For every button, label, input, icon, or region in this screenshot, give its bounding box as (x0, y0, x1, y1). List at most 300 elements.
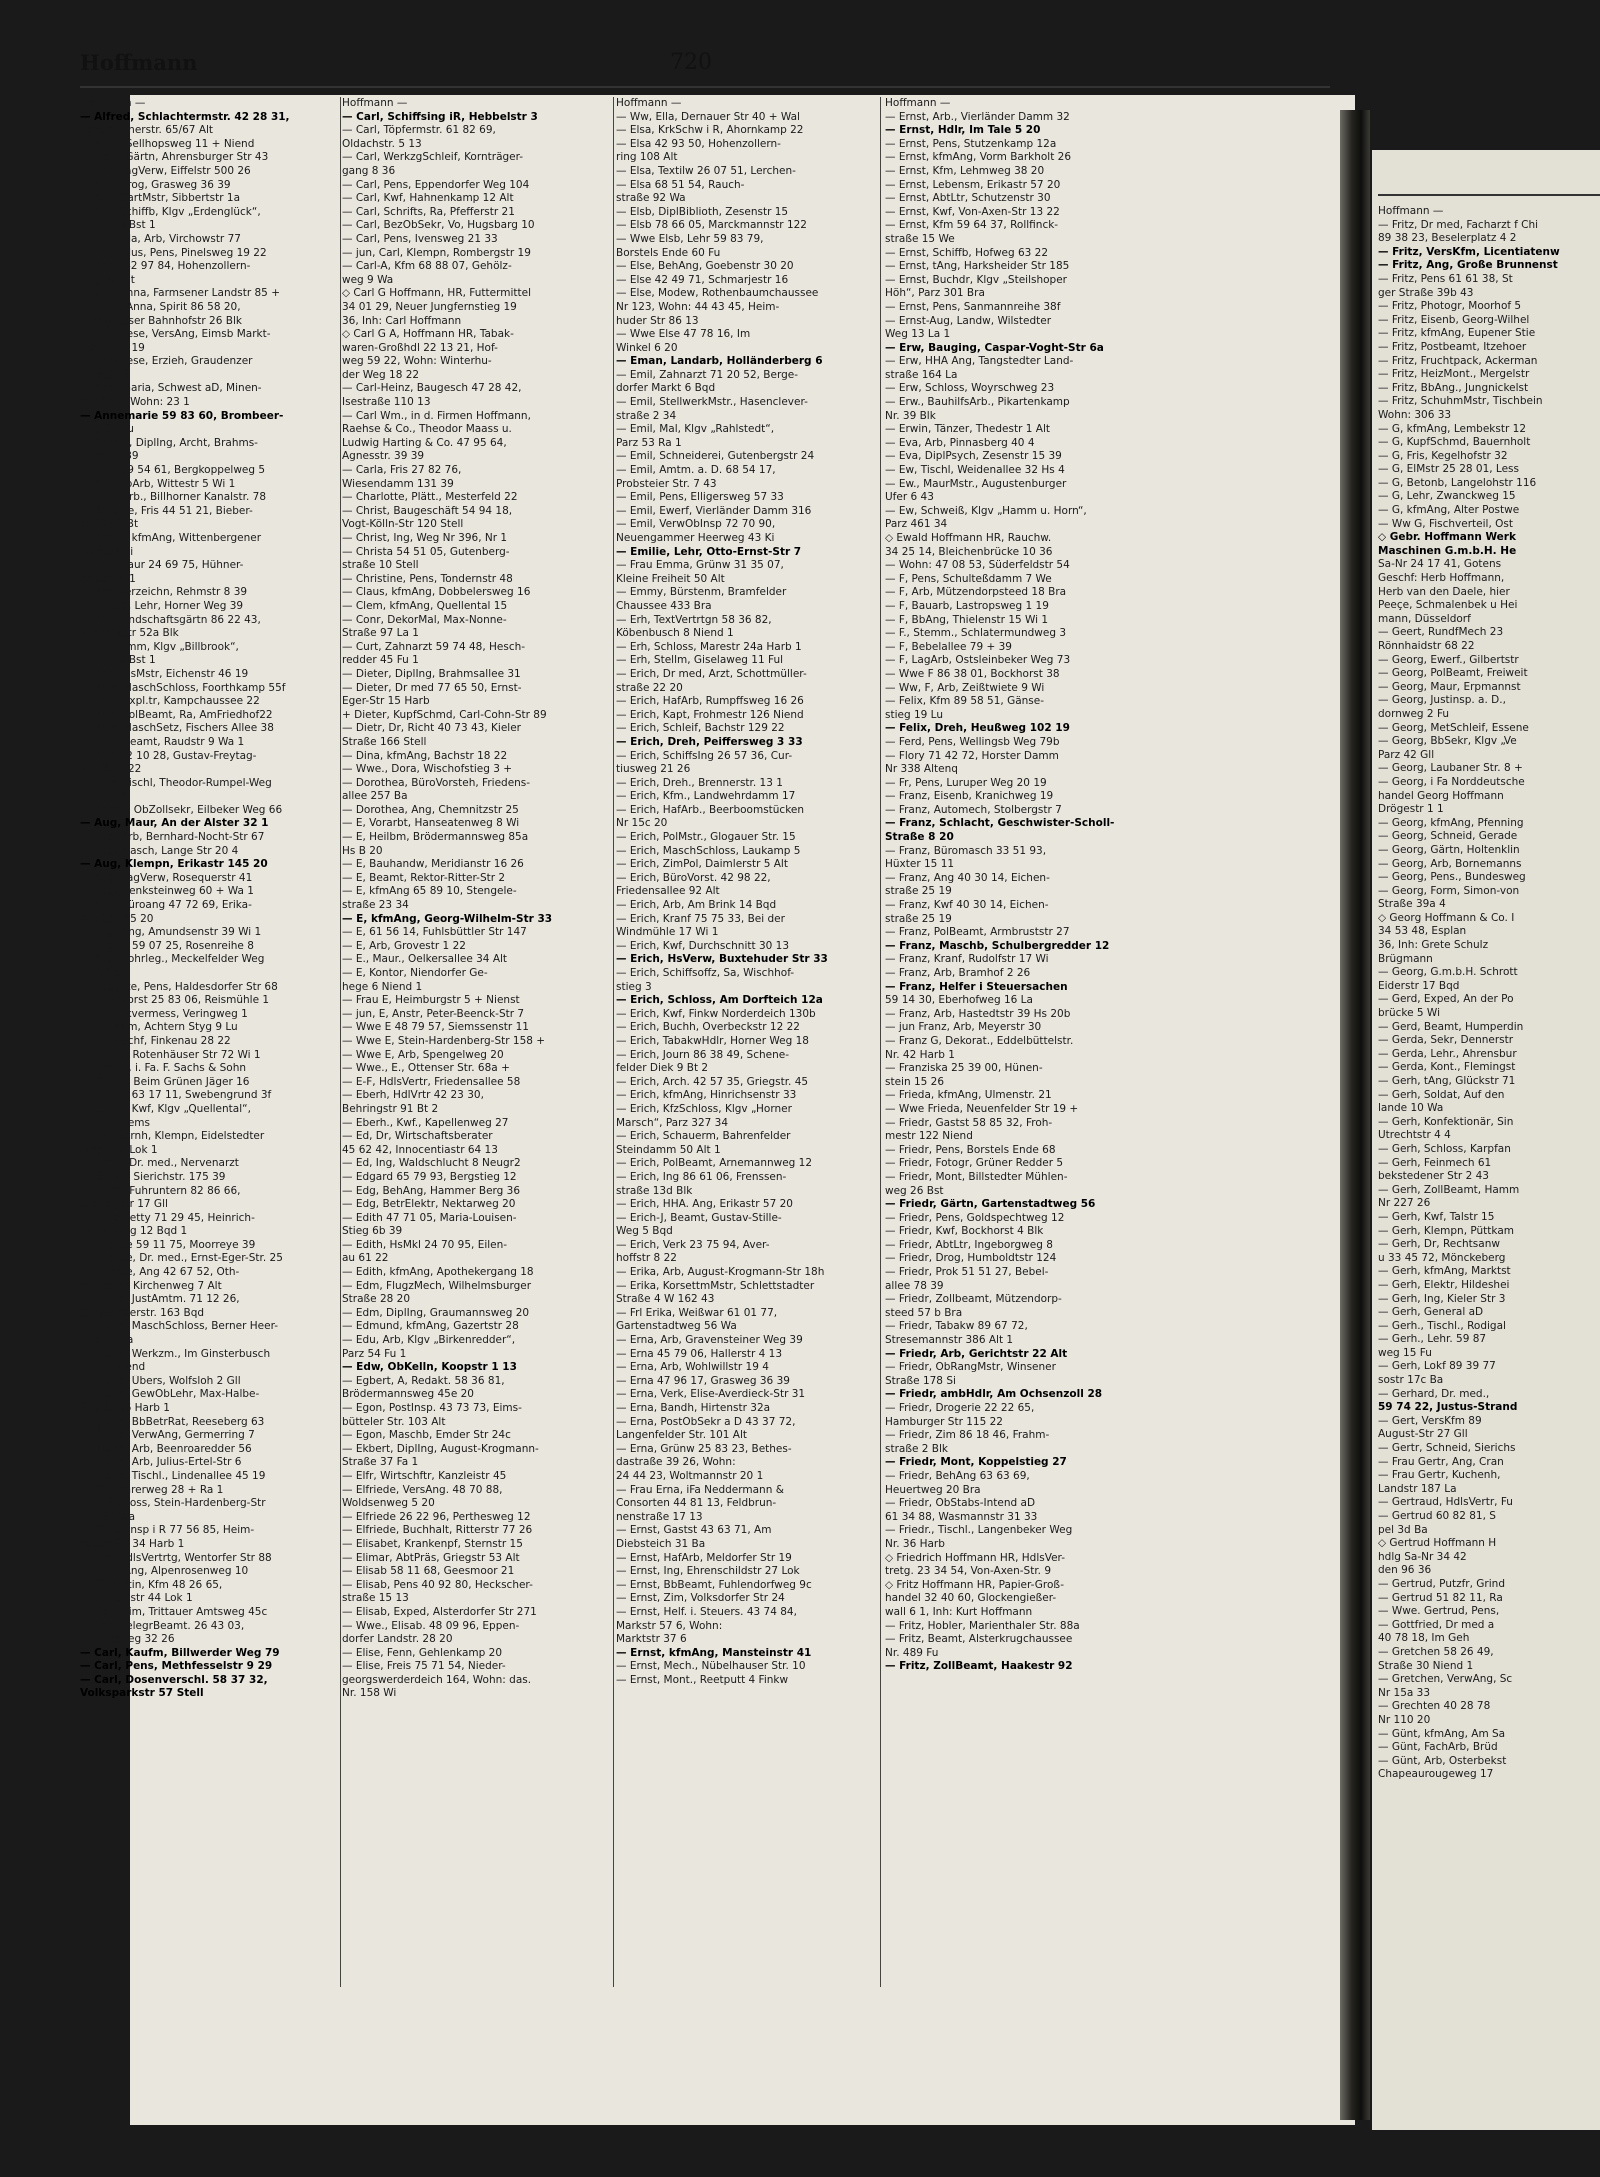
directory-entry: — Edg, BetrElektr, Nektarweg 20 (342, 1198, 516, 1211)
directory-entry: — Erich, HHA. Ang, Erikastr 57 20 (616, 1198, 793, 1211)
directory-entry: ◇ Georg Hoffmann & Co. I (1378, 911, 1515, 924)
directory-entry: — F, Pens, Schulteßdamm 7 We (885, 572, 1052, 585)
directory-entry: ◇ Carl G A, Hoffmann HR, Tabak- (342, 328, 514, 341)
directory-entry: Steindamm 50 Alt 1 (616, 1143, 721, 1156)
directory-entry: — Emil, Amtm. a. D. 68 54 17, (616, 464, 776, 477)
directory-entry: Chrysanderstr. 163 Bqd (80, 1306, 205, 1319)
directory-entry: — Edith, HsMkl 24 70 95, Eilen- (342, 1238, 508, 1251)
directory-entry: — Franz, PolBeamt, Armbruststr 27 (885, 926, 1070, 939)
directory-entry: — Erh, Stellm, Giselaweg 11 Ful (616, 654, 784, 667)
directory-entry: — Franz G, Dekorat., Eddelbüttelstr. (885, 1034, 1074, 1047)
directory-entry: 59 14 30, Eberhofweg 16 La (885, 994, 1033, 1007)
directory-entry: Langenfelder Str. 101 Alt (616, 1429, 747, 1442)
directory-entry: bütteler Str. 103 Alt (342, 1415, 446, 1428)
directory-entry: — Erna, Grünw 25 83 23, Bethes- (616, 1442, 792, 1455)
directory-entry: weg 15 Fu (1378, 1346, 1432, 1359)
directory-entry: Nr. 42 Harb 1 (885, 1048, 955, 1061)
directory-entry: — Erich, Dreh., Brennerstr. 13 1 (616, 776, 783, 789)
directory-entry: Parz 209 Bst 1 (80, 654, 156, 667)
directory-entry: — Dorothea, BüroVorsteh, Friedens- (342, 776, 531, 789)
directory-entry: — Gottfried, Dr med a (1378, 1618, 1495, 1631)
directory-entry: — Erw., BauhilfsArb., Pikartenkamp (885, 396, 1070, 409)
directory-entry: platz 12c 19 (80, 341, 145, 354)
directory-entry: — Wwe., Elisab. 48 09 96, Eppen- (342, 1619, 520, 1632)
directory-entry: — Eman, Landarb, Holländerberg 6 (616, 355, 823, 368)
directory-entry: — Ernst, Zim, Volksdorfer Str 24 (616, 1592, 785, 1605)
directory-entry: bekstedener Str 2 43 (1378, 1170, 1489, 1183)
directory-entry: allee 31 39 (80, 450, 139, 463)
directory-entry: — Franz, Helfer i Steuersachen (885, 980, 1068, 993)
directory-entry: — G, kfmAng, Lembekstr 12 (1378, 422, 1526, 435)
directory-entry: dorfer Landstr. 28 20 (342, 1633, 453, 1646)
directory-entry: — Ernst, Arb., Vierländer Damm 32 (885, 110, 1070, 123)
directory-entry: — Aug, LagVerw, Rosequerstr 41 (80, 871, 253, 884)
directory-entry: — Carl, Pens, Eppendorfer Weg 104 (342, 178, 530, 191)
directory-entry: — Bernt, Dr. med., Nervenarzt (80, 1157, 239, 1170)
column-heading: Hoffmann — (342, 97, 408, 109)
directory-entry: — Bruno, VerwAng, Germerring 7 (80, 1429, 255, 1442)
directory-entry: — jun, Bernh, Klempn, Eidelstedter (80, 1130, 265, 1143)
directory-entry: Höh“, Parz 301 Bra (885, 287, 985, 300)
directory-entry: straße 164 La (885, 368, 958, 381)
directory-entry: — Gerda, Lehr., Ahrensbur (1378, 1047, 1517, 1060)
directory-entry: — Carl Wm., in d. Firmen Hoffmann, (342, 409, 531, 422)
directory-entry: — Carl, Schiffsing iR, Hebbelstr 3 (342, 110, 538, 123)
directory-entry: — Erich, Kwf, Durchschnitt 30 13 (616, 939, 790, 952)
directory-entry: — Frau Gertr, Ang, Cran (1378, 1455, 1504, 1468)
directory-entry: — Bruno, Arb, Beenroaredder 56 (80, 1442, 252, 1455)
directory-entry: — Emil, StellwerkMstr., Hasenclever- (616, 396, 808, 409)
directory-entry: — Gerh, Lokf 89 39 77 (1378, 1360, 1496, 1373)
directory-entry: — Frau Erna, iFa Neddermann & (616, 1483, 784, 1496)
directory-entry: — Georg, PolBeamt, Freiweit (1378, 667, 1528, 680)
directory-entry: — Wwe E, Stein-Hardenberg-Str 158 + (342, 1034, 546, 1047)
directory-entry: Parz 143 Bst 1 (80, 219, 156, 232)
directory-entry: + Dieter, KupfSchmd, Carl-Cohn-Str 89 (342, 708, 547, 721)
directory-entry: — Erich, Journ 86 38 49, Schene- (616, 1048, 789, 1061)
directory-entry: — Anneliese, Erzieh, Graudenzer (80, 355, 253, 368)
directory-entry: — Fritz, Ang, Große Brunnenst (1378, 259, 1558, 272)
directory-entry: — Georg, Arb, Bornemanns (1378, 857, 1522, 870)
directory-entry: straße 13d Blk (616, 1184, 693, 1197)
directory-entry: Grottenstr 17 Gll (80, 1198, 168, 1211)
directory-entry: — Charlotte, Plätt., Mesterfeld 22 (342, 491, 518, 504)
directory-entry: — Carl, BezObSekr, Vo, Hugsbarg 10 (342, 219, 535, 232)
directory-entry: — Erna 45 79 06, Hallerstr 4 13 (616, 1347, 783, 1360)
directory-entry: weg 59 22, Wohn: Winterhu- (342, 355, 492, 368)
directory-entry: — Elfriede 26 22 96, Perthesweg 12 (342, 1510, 531, 1523)
directory-entry: — Gretchen 58 26 49, (1378, 1645, 1494, 1658)
directory-entry: Wohn: 306 33 (1378, 408, 1452, 421)
directory-entry: — Carl, Schrifts, Ra, Pfefferstr 21 (342, 205, 515, 218)
directory-entry: — Gerh, Soldat, Auf den (1378, 1088, 1505, 1101)
facing-page-rule (1378, 194, 1600, 196)
directory-entry: 34 25 14, Bleichenbrücke 10 36 (885, 545, 1053, 558)
directory-entry: — Alw, GartMstr, Sibbertstr 1a (80, 192, 241, 205)
directory-entry: Rönnhaidstr 68 22 (1378, 640, 1475, 652)
directory-entry: — Auguste, Pens, Haldesdorfer Str 68 (80, 980, 278, 993)
directory-entry: — Friedr, Pens, Goldspechtweg 12 (885, 1211, 1065, 1224)
directory-entry: — Gerda, Sekr, Dennerstr (1378, 1034, 1514, 1047)
directory-entry: Oldachstr. 5 13 (342, 137, 422, 150)
column-2 (342, 97, 602, 2017)
directory-entry: mann, Düsseldorf (1378, 612, 1471, 625)
directory-entry: — Georg, Form, Simon-von (1378, 884, 1520, 897)
directory-entry: — Franz, Schlacht, Geschwister-Scholl- (885, 817, 1115, 830)
directory-entry: Nr 227 26 (1378, 1197, 1431, 1210)
directory-entry: Marktstr 37 6 (616, 1633, 687, 1646)
directory-entry: — Emil, Zahnarzt 71 20 52, Berge- (616, 368, 799, 381)
directory-entry: Sa-Nr 24 17 41, Gotens (1378, 558, 1502, 571)
directory-entry: — Felix, Dreh, Heußweg 102 19 (885, 722, 1070, 735)
directory-entry: tretg. 23 34 54, Von-Axen-Str. 9 (885, 1565, 1052, 1578)
directory-entry: Vogt-Kölln-Str 120 Stell (342, 518, 464, 531)
directory-entry: — Bernh, Kwf, Klgv „Quellental“, (80, 1102, 251, 1115)
directory-entry: — Emil, VerwObInsp 72 70 90, (616, 518, 776, 531)
directory-entry: dornweg 2 Fu (1378, 707, 1450, 720)
directory-entry: — Brigitte, Dr. med., Ernst-Eger-Str. 25 (80, 1252, 283, 1265)
directory-entry: — Christa 54 51 05, Gutenberg- (342, 545, 510, 558)
directory-entry: — Elsa 42 93 50, Hohenzollern- (616, 137, 781, 150)
directory-entry: — Friedr, Prok 51 51 27, Bebel- (885, 1266, 1049, 1279)
directory-entry: — Wwe Frieda, Neuenfelder Str 19 + (885, 1102, 1079, 1115)
directory-entry: — Frau Emma, Grünw 31 35 07, (616, 559, 784, 572)
directory-entry: posten 8 1 (80, 572, 136, 585)
directory-entry: straße 15 We (885, 232, 955, 245)
directory-entry: 36, Inh: Carl Hoffmann (342, 314, 462, 327)
directory-entry: Parz 461 34 (885, 518, 948, 531)
directory-entry: — Franz, Büromasch 33 51 93, (885, 844, 1047, 857)
directory-entry: — Wwe., E., Ottenser Str. 68a + (342, 1062, 510, 1075)
directory-entry: — Gerh, General aD (1378, 1306, 1484, 1319)
directory-entry: — Erich, Schiffsoffz, Sa, Wischhof- (616, 967, 795, 979)
directory-entry: — Wwe Else 47 78 16, Im (616, 328, 751, 341)
directory-entry: — Ernst, tAng, Harksheider Str 185 (885, 260, 1070, 273)
directory-entry: straße 92 Wa (616, 192, 686, 205)
directory-entry: — Erna, Bandh, Hirtenstr 32a (616, 1402, 771, 1414)
directory-entry: hege 6 Niend 1 (342, 980, 423, 993)
directory-entry: — Carl, WerkzgSchleif, Kornträger- (342, 151, 524, 164)
directory-entry: — Erna, Arb, Wohlwillstr 19 4 (616, 1361, 769, 1374)
directory-entry: — Eva, DiplPsych, Zesenstr 15 39 (885, 450, 1062, 463)
directory-entry: — Franz, Automech, Stolbergstr 7 (885, 803, 1062, 816)
directory-entry: — Friedr, AbtLtr, Ingeborgweg 8 (885, 1238, 1053, 1251)
directory-entry: Gartenstadtweg 56 Wa (616, 1320, 737, 1333)
directory-entry: — Friedr, Drog, Humboldtstr 124 (885, 1252, 1057, 1265)
directory-entry: — Art, Zimm, Klgv „Billbrook“, (80, 640, 239, 653)
directory-entry: allee 257 Ba (342, 790, 408, 803)
directory-entry: — Georg, Pens., Bundesweg (1378, 871, 1526, 884)
directory-entry: — Wohn: 47 08 53, Süderfeldstr 54 (885, 559, 1070, 572)
directory-entry: — Ew, Schweiß, Klgv „Hamm u. Horn“, (885, 504, 1087, 517)
directory-entry: — Aug, Denksteinweg 60 + Wa 1 (80, 885, 254, 898)
directory-entry: handel 32 40 60, Glockengießer- (885, 1592, 1057, 1605)
directory-entry: — Franz, Arb, Hastedtstr 39 Hs 20b (885, 1007, 1071, 1020)
directory-entry: — Ernst-Aug, Landw, Wilstedter (885, 314, 1052, 327)
directory-entry: — Elfriede, VersAng. 48 70 88, (342, 1483, 503, 1496)
column-heading: Hoffmann — (1378, 205, 1444, 217)
directory-entry: — Ww, Ella, Dernauer Str 40 + Wal (616, 110, 800, 123)
directory-entry: — Gerhard, Dr. med., (1378, 1387, 1490, 1400)
directory-entry: Straße 39a 4 (1378, 898, 1446, 911)
directory-entry: 43 67 13, Beim Grünen Jäger 16 (80, 1075, 250, 1088)
directory-entry: Nr 110 20 (1378, 1713, 1431, 1726)
directory-entry: — C-H, tAng, Alpenrosenweg 10 (80, 1565, 249, 1578)
directory-entry: dastraße 39 26, Wohn: (616, 1456, 736, 1469)
directory-entry: — Erich, Arch. 42 57 35, Griegstr. 45 (616, 1075, 809, 1088)
directory-entry: — Ernst, Kfm, Lehmweg 38 20 (885, 164, 1045, 177)
directory-entry: gang 8 36 (342, 164, 396, 177)
directory-entry: Süderfeldstr 44 Lok 1 (80, 1592, 193, 1605)
directory-entry: — Wwe F 86 38 01, Bockhorst 38 (885, 667, 1060, 680)
directory-entry: 89 38 23, Beselerplatz 4 2 (1378, 232, 1517, 245)
directory-entry: — Fritz, Eisenb, Georg-Wilhel (1378, 313, 1530, 326)
directory-entry: — jun Franz, Arb, Meyerstr 30 (885, 1021, 1042, 1034)
directory-entry: — Wwe., Dora, Wischofstieg 3 + (342, 763, 513, 776)
directory-entry: — Erich, SchiffsIng 26 57 36, Cur- (616, 749, 793, 762)
directory-entry: — Erich, TabakwHdlr, Horner Weg 18 (616, 1034, 809, 1047)
directory-entry: Heine-Weg 12 Bqd 1 (80, 1225, 188, 1238)
directory-entry: — Ferd, Pens, Wellingsb Weg 79b (885, 735, 1060, 748)
directory-entry: — Gerh, Feinmech 61 (1378, 1156, 1492, 1169)
directory-entry: Probsteier Str. 7 43 (616, 477, 717, 490)
directory-entry: — Ernst, Mont., Reetputt 4 Finkw (616, 1673, 789, 1686)
directory-entry: Consorten 44 81 13, Feldbrun- (616, 1497, 777, 1510)
directory-entry: — Friedr, Zim 86 18 46, Frahm- (885, 1429, 1050, 1442)
directory-entry: straße 2 34 (616, 409, 677, 422)
directory-entry: — Dieter, DiplIng, Brahmsallee 31 (342, 667, 521, 680)
directory-entry: — Aug, Klempn, Erikastr 145 20 (80, 858, 268, 871)
running-head: Hoffmann (80, 50, 198, 75)
directory-entry: Diebsteich 31 Ba (616, 1537, 706, 1550)
directory-entry: — Erw, HHA Ang, Tangstedter Land- (885, 355, 1074, 368)
directory-entry: — Arthur, ObZollsekr, Eilbeker Weg 66 (80, 803, 283, 816)
directory-entry: ◇ Gebr. Hoffmann Werk (1378, 531, 1516, 544)
directory-entry: — Georg, kfmAng, Pfenning (1378, 816, 1524, 829)
directory-entry: — Erich, kfmAng, Hinrichsenstr 33 (616, 1089, 797, 1102)
directory-entry: — G, Fris, Kegelhofstr 32 (1378, 449, 1508, 462)
directory-entry: — Gerh, ZollBeamt, Hamm (1378, 1183, 1520, 1196)
directory-entry: — Bernh., i. Fa. F. Sachs & Sohn (80, 1062, 247, 1075)
directory-entry: — Gertraud, HdlsVertr, Fu (1378, 1496, 1513, 1509)
directory-entry: — Ew., MaurMstr., Augustenburger (885, 477, 1067, 490)
directory-entry: Straße 7 22 (80, 763, 142, 776)
directory-entry: Nr. 489 Fu (885, 1646, 939, 1659)
directory-entry: der Weg 18 22 (342, 368, 420, 381)
directory-entry: weg 25 Fa (80, 1334, 134, 1347)
directory-entry: — Erich, MaschSchloss, Laukamp 5 (616, 844, 801, 857)
directory-entry: — C A, HdlsVertrtg, Wentorfer Str 88 (80, 1551, 272, 1564)
directory-entry: — Ant, BbArb, Wittestr 5 Wi 1 (80, 477, 236, 490)
directory-entry: — Günt, FachArb, Brüd (1378, 1741, 1498, 1754)
directory-entry: — Wwe E 48 79 57, Siemssenstr 11 (342, 1021, 529, 1034)
directory-entry: — Christ, Ing, Weg Nr 396, Nr 1 (342, 532, 508, 544)
directory-entry: — Georg, i Fa Norddeutsche (1378, 775, 1525, 788)
directory-entry: au 61 22 (342, 1252, 389, 1265)
directory-entry: — Erich, HafArb, Rumpffsweg 16 26 (616, 695, 804, 708)
directory-entry: — Alw, LagVerw, Eiffelstr 500 26 (80, 164, 251, 177)
directory-entry: wall 6 1, Inh: Kurt Hoffmann (885, 1605, 1033, 1618)
directory-entry: — B, BkVorst 25 83 06, Reismühle 1 (80, 994, 270, 1007)
directory-entry: Ufer 6 43 (885, 491, 934, 504)
directory-entry: Perthesweg 32 26 (80, 1633, 175, 1646)
directory-entry: Hs B 20 (342, 844, 383, 857)
directory-entry: den 96 36 (1378, 1564, 1432, 1577)
directory-entry: u 33 45 72, Mönckeberg (1378, 1251, 1506, 1264)
directory-entry: — Amandus, Pens, Pinelsweg 19 22 (80, 246, 267, 259)
directory-entry: handel Georg Hoffmann (1378, 789, 1504, 802)
directory-entry: — Fritz, ZollBeamt, Haakestr 92 (885, 1660, 1073, 1673)
directory-entry: — Friedr, Tabakw 89 67 72, (885, 1320, 1028, 1333)
column-divider (613, 97, 614, 1987)
directory-entry: — Elimar, AbtPräs, Griegstr 53 Alt (342, 1551, 520, 1564)
column-heading: Hoffmann — (885, 97, 951, 109)
directory-entry: — Ernst, BbBeamt, Fuhlendorfweg 9c (616, 1578, 812, 1591)
directory-entry: — Arth, Beamt, Raudstr 9 Wa 1 (80, 735, 245, 748)
directory-entry: sostr 17c Ba (1378, 1374, 1444, 1387)
directory-entry: hoffstr 8 22 (616, 1252, 677, 1265)
directory-entry: — Arn, Maur 24 69 75, Hühner- (80, 559, 244, 572)
directory-entry: — B, Arb, Rotenhäuser Str 72 Wi 1 (80, 1048, 261, 1061)
directory-entry: — Carl, Pens, Ivensweg 21 33 (342, 232, 498, 245)
directory-entry: — Elisab, Pens 40 92 80, Heckscher- (342, 1578, 533, 1591)
directory-entry: hdlg Sa-Nr 34 42 (1378, 1550, 1467, 1563)
directory-entry: — Ant., Arb., Billhorner Kanalstr. 78 (80, 491, 267, 504)
directory-entry: — Gerda, Kont., Flemingst (1378, 1061, 1516, 1074)
directory-entry: — Frau Gertr, Kuchenh, (1378, 1469, 1501, 1482)
directory-entry: Winkel 6 20 (616, 341, 678, 354)
directory-entry: — Fritz, Hobler, Marienthaler Str. 88a (885, 1619, 1080, 1632)
directory-entry: — Ernst, AbtLtr, Schutzenstr 30 (885, 192, 1051, 205)
directory-entry: — Gertrud, Putzfr, Grind (1378, 1577, 1505, 1590)
directory-entry: — Erich, Kwf, Finkw Norderdeich 130b (616, 1007, 816, 1020)
directory-entry: Behringstr 91 Bt 2 (342, 1102, 439, 1115)
directory-entry: Straße 4 W 162 43 (616, 1293, 715, 1306)
column-divider (340, 97, 341, 1987)
directory-entry: — B, Seem, Achtern Styg 9 Lu (80, 1021, 238, 1034)
directory-entry: — Frau E, Heimburgstr 5 + Nienst (342, 994, 520, 1007)
directory-entry: — Curt, Zahnarzt 59 74 48, Hesch- (342, 640, 526, 653)
directory-entry: Utrechtstr 4 4 (1378, 1129, 1451, 1142)
directory-entry: — Erich, Kfm., Landwehrdamm 17 (616, 790, 796, 803)
directory-entry: tiusweg 21 26 (616, 763, 691, 776)
directory-entry: — Amanda, Arb, Virchowstr 77 (80, 232, 241, 245)
directory-entry: — Edu, Arb, Klgv „Birkenredder“, (342, 1334, 516, 1347)
directory-entry: — Erich, Kapt, Frohmestr 126 Niend (616, 708, 804, 721)
directory-entry: — G, KupfSchmd, Bauernholt (1378, 436, 1531, 449)
directory-entry: — C, ZollInsp i R 77 56 85, Heim- (80, 1524, 255, 1537)
directory-entry: — Erich, HsVerw, Buxtehuder Str 33 (616, 953, 828, 966)
directory-entry: ◇ Carl G Hoffmann, HR, Futtermittel (342, 287, 531, 300)
directory-entry: Herb van den Daele, hier (1378, 585, 1510, 598)
directory-entry: — Edm, DiplIng, Graumannsweg 20 (342, 1306, 530, 1319)
directory-entry: Marsch“, Parz 327 34 (616, 1116, 729, 1129)
directory-entry: — Antonie, Fris 44 51 21, Bieber- (80, 504, 253, 517)
directory-entry: — Carl-Heinz, Baugesch 47 28 42, (342, 382, 522, 395)
directory-entry: — Arn, Verzeichn, Rehmstr 8 39 (80, 586, 248, 599)
directory-entry: — Aug, Maur, An der Alster 32 1 (80, 817, 269, 830)
directory-entry: weg 97 Fu (80, 423, 134, 436)
directory-entry: — Bruno, Werkzm., Im Ginsterbusch (80, 1347, 271, 1360)
directory-entry: — Georg, BbSekr, Klgv „Ve (1378, 735, 1517, 748)
directory-entry: straße 15 13 (342, 1592, 409, 1605)
directory-entry: — Arth, HsMstr, Eichenstr 46 19 (80, 667, 249, 680)
directory-entry: Straße 37 Fa 1 (342, 1456, 419, 1469)
directory-entry: — Erh, Schloss, Marestr 24a Harb 1 (616, 640, 802, 653)
directory-entry: — Friedr, Zollbeamt, Mützendorp- (885, 1293, 1062, 1306)
directory-entry: — Ernst, Ing, Ehrenschildstr 27 Lok (616, 1565, 800, 1578)
directory-entry: — Erich-J, Beamt, Gustav-Stille- (616, 1211, 782, 1224)
directory-entry: straße 25 19 (885, 912, 952, 925)
directory-entry: — Wwe E, Arb, Spengelweg 20 (342, 1048, 504, 1061)
directory-entry: — Günt, kfmAng, Am Sa (1378, 1727, 1506, 1740)
directory-entry: — Wwe Betty 71 29 45, Heinrich- (80, 1211, 255, 1224)
directory-entry: — Ernst, Gastst 43 63 71, Am (616, 1524, 772, 1537)
directory-entry: — F, Arb, Mützendorpsteed 18 Bra (885, 586, 1067, 599)
directory-entry: — Gerd, Exped, An der Po (1378, 993, 1514, 1006)
directory-entry: — Georg, Justinsp. a. D., (1378, 694, 1506, 707)
directory-entry: — Georg, G.m.b.H. Schrott (1378, 966, 1518, 979)
directory-entry: — Arth, MaschSchloss, Foorthkamp 55f (80, 681, 286, 694)
directory-entry: — Carl, Kwf, Hahnenkamp 12 Alt (342, 192, 514, 205)
directory-entry: — B, Geschf, Finkenau 28 22 (80, 1034, 231, 1047)
directory-entry: — Else 42 49 71, Schmarjestr 16 (616, 273, 789, 286)
directory-entry: — Gerh, Klempn, Püttkam (1378, 1224, 1514, 1237)
directory-entry: — Bruno, Arb, Julius-Ertel-Str 6 (80, 1456, 242, 1469)
directory-entry: — Erich, Schleif, Bachstr 129 22 (616, 722, 785, 735)
directory-entry: — Friedr, ambHdlr, Am Ochsenzoll 28 (885, 1388, 1103, 1401)
directory-entry: — E, Heilbm, Brödermannsweg 85a (342, 831, 529, 844)
column-heading: Hoffmann — (80, 97, 146, 109)
directory-entry: — Emilie, Lehr, Otto-Ernst-Str 7 (616, 545, 802, 558)
directory-entry: — Annett, DiplIng, Archt, Brahms- (80, 436, 258, 449)
directory-entry: 40 78 18, Im Geh (1378, 1632, 1470, 1645)
directory-entry: — Ew, Tischl, Weidenallee 32 Hs 4 (885, 464, 1065, 477)
directory-entry: — Edgard 65 79 93, Bergstieg 12 (342, 1170, 517, 1183)
column-divider (880, 97, 881, 1987)
directory-entry: — Erich, KfzSchloss, Klgv „Horner (616, 1102, 792, 1115)
directory-entry: — E, kfmAng, Georg-Wilhelm-Str 33 (342, 912, 553, 925)
directory-entry: huder Str 86 13 (616, 314, 699, 327)
page-header (80, 50, 1340, 90)
directory-entry: — Claus, kfmAng, Dobbelersweg 16 (342, 586, 531, 599)
directory-entry: — Erich, ZimPol, Daimlerstr 5 Alt (616, 858, 788, 871)
directory-entry: — Gerh, tAng, Glückstr 71 (1378, 1075, 1516, 1087)
directory-entry: — Fritz, kfmAng, Eupener Stie (1378, 327, 1536, 340)
directory-entry: Weg 36a Lok 1 (80, 1143, 158, 1156)
directory-entry: — Carl, Kaufm, Billwerder Weg 79 (80, 1646, 280, 1659)
directory-entry: — Georg, Ewerf., Gilbertstr (1378, 653, 1519, 666)
directory-entry: — Fritz, Pens 61 61 38, St (1378, 272, 1513, 285)
directory-entry: — Anni 59 54 61, Bergkoppelweg 5 (80, 464, 266, 477)
directory-entry: Nr. 36 Harb (885, 1537, 945, 1550)
directory-entry: — Aug, Rohrleg., Meckelfelder Weg (80, 953, 265, 966)
directory-entry: — Dina, kfmAng, Bachstr 18 22 (342, 749, 508, 762)
directory-entry: dorfer Markt 6 Bqd (616, 382, 716, 395)
directory-entry: Woldsenweg 5 20 (342, 1497, 435, 1510)
directory-entry: ring 108 Alt (616, 151, 678, 164)
directory-entry: — Wwe, Anna, Spirit 86 58 20, (80, 300, 241, 313)
directory-entry: — Ernst, Lebensm, Erikastr 57 20 (885, 178, 1061, 191)
directory-entry: marscher Kirchenweg 7 Alt (80, 1279, 222, 1292)
directory-entry: steed 57 b Bra (885, 1306, 963, 1319)
directory-entry: — Carl, Töpfermstr. 61 82 69, (342, 124, 496, 137)
directory-entry: pel 3d Ba (1378, 1523, 1428, 1536)
directory-entry: — Anna 42 97 84, Hohenzollern- (80, 260, 251, 273)
directory-entry: — Elsb 78 66 05, Marckmannstr 122 (616, 219, 807, 232)
directory-entry: Straße 97 La 1 (342, 627, 419, 640)
directory-entry: — Ed, Ing, Waldschlucht 8 Neugr2 (342, 1157, 521, 1170)
